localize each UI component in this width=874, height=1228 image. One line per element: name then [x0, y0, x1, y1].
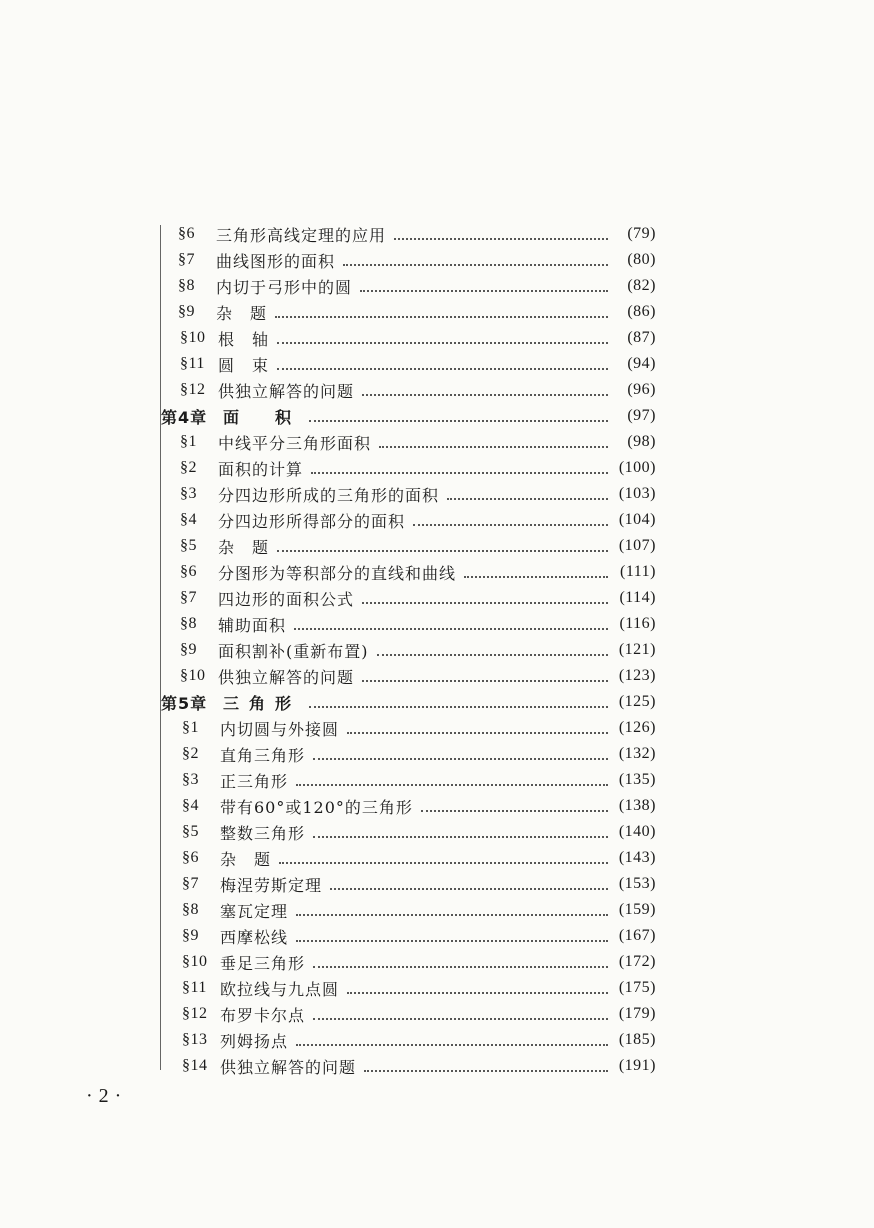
dot-leader — [313, 757, 608, 760]
section-title: 面积割补(重新布置) — [218, 641, 369, 661]
page-reference: (185) — [618, 1031, 656, 1048]
page-reference: (126) — [618, 719, 656, 736]
toc-section-row — [182, 871, 656, 897]
toc-section-row — [180, 637, 656, 663]
section-number: §9 — [180, 641, 197, 658]
toc-section-row — [180, 663, 656, 689]
dot-leader — [277, 549, 608, 552]
section-title: 曲线图形的面积 — [216, 251, 336, 271]
dot-leader — [413, 523, 608, 526]
toc-section-row — [182, 949, 656, 975]
toc-section-row — [182, 1027, 656, 1053]
toc-section-row — [178, 299, 656, 325]
section-number: §12 — [182, 1005, 208, 1022]
toc-chapter-row — [161, 403, 656, 429]
section-number: §8 — [180, 615, 197, 632]
section-number: §11 — [180, 355, 205, 372]
page-reference: (96) — [627, 381, 656, 398]
toc-section-row — [180, 325, 656, 351]
chapter-title: 面 积 — [223, 407, 302, 427]
dot-leader — [296, 913, 608, 916]
section-title: 内切于弓形中的圆 — [216, 277, 353, 297]
dot-leader — [296, 1043, 608, 1046]
page-reference: (114) — [619, 589, 656, 606]
page-reference: (94) — [627, 355, 656, 372]
page-reference: (153) — [618, 875, 656, 892]
section-title: 供独立解答的问题 — [218, 667, 355, 687]
section-number: §3 — [182, 771, 199, 788]
toc-section-row — [182, 923, 656, 949]
section-title: 正三角形 — [220, 771, 289, 791]
section-title: 分四边形所得部分的面积 — [218, 511, 406, 531]
section-title: 杂 题 — [218, 537, 270, 557]
section-title: 整数三角形 — [220, 823, 306, 843]
section-number: §1 — [180, 433, 197, 450]
section-number: §6 — [180, 563, 197, 580]
page-reference: (167) — [618, 927, 656, 944]
toc-section-row — [182, 741, 656, 767]
page-reference: (79) — [627, 225, 656, 242]
chapter-number: 第5章 — [161, 693, 208, 713]
toc-section-row — [182, 897, 656, 923]
toc-section-row — [178, 247, 656, 273]
page-reference: (175) — [618, 979, 656, 996]
page-reference: (80) — [627, 251, 656, 268]
dot-leader — [362, 679, 608, 682]
section-number: §6 — [182, 849, 199, 866]
toc-section-row — [182, 1053, 656, 1079]
page-reference: (100) — [618, 459, 656, 476]
page-reference: (140) — [618, 823, 656, 840]
page-reference: (143) — [618, 849, 656, 866]
toc-section-row — [180, 585, 656, 611]
toc-section-row — [180, 507, 656, 533]
dot-leader — [379, 445, 608, 448]
section-number: §4 — [180, 511, 197, 528]
dot-leader — [347, 991, 608, 994]
section-number: §8 — [178, 277, 195, 294]
section-number: §3 — [180, 485, 197, 502]
dot-leader — [347, 731, 608, 734]
section-number: §5 — [180, 537, 197, 554]
section-title: 辅助面积 — [218, 615, 287, 635]
toc-section-row — [178, 221, 656, 247]
section-number: §13 — [182, 1031, 208, 1048]
dot-leader — [277, 341, 608, 344]
section-title: 三角形高线定理的应用 — [216, 225, 387, 245]
section-number: §14 — [182, 1057, 208, 1074]
dot-leader — [275, 315, 608, 318]
section-number: §10 — [182, 953, 208, 970]
page-reference: (121) — [618, 641, 656, 658]
section-title: 中线平分三角形面积 — [218, 433, 372, 453]
page-reference: (82) — [627, 277, 656, 294]
toc-chapter-row — [161, 689, 656, 715]
section-number: §12 — [180, 381, 206, 398]
dot-leader — [343, 263, 608, 266]
section-title: 内切圆与外接圆 — [220, 719, 340, 739]
toc-section-row — [182, 793, 656, 819]
toc-section-row — [180, 429, 656, 455]
section-number: §7 — [180, 589, 197, 606]
page-reference: (159) — [618, 901, 656, 918]
dot-leader — [330, 887, 608, 890]
section-title: 分四边形所成的三角形的面积 — [218, 485, 440, 505]
section-title: 供独立解答的问题 — [218, 381, 355, 401]
page-reference: (103) — [618, 485, 656, 502]
dot-leader — [313, 835, 608, 838]
section-number: §4 — [182, 797, 199, 814]
section-number: §2 — [182, 745, 199, 762]
toc-section-row — [180, 351, 656, 377]
section-title: 塞瓦定理 — [220, 901, 289, 921]
section-number: §9 — [178, 303, 195, 320]
section-title: 布罗卡尔点 — [220, 1005, 306, 1025]
section-title: 列姆扬点 — [220, 1031, 289, 1051]
section-title: 带有60°或120°的三角形 — [220, 797, 413, 817]
section-title: 杂 题 — [216, 303, 268, 323]
dot-leader — [309, 705, 608, 708]
toc-section-row — [182, 767, 656, 793]
section-number: §10 — [180, 667, 206, 684]
page-reference: (104) — [618, 511, 656, 528]
section-number: §9 — [182, 927, 199, 944]
page-reference: (138) — [618, 797, 656, 814]
page-reference: (97) — [627, 407, 656, 424]
toc-section-row — [182, 975, 656, 1001]
dot-leader — [364, 1069, 608, 1072]
page-reference: (116) — [619, 615, 656, 632]
section-title: 四边形的面积公式 — [218, 589, 355, 609]
section-title: 分图形为等积部分的直线和曲线 — [218, 563, 457, 583]
page-reference: (172) — [618, 953, 656, 970]
dot-leader — [464, 575, 608, 578]
toc-section-row — [182, 1001, 656, 1027]
toc-section-row — [180, 377, 656, 403]
section-title: 面积的计算 — [218, 459, 304, 479]
page-reference: (191) — [618, 1057, 656, 1074]
section-number: §7 — [178, 251, 195, 268]
section-title: 圆 束 — [218, 355, 270, 375]
dot-leader — [313, 1017, 608, 1020]
chapter-number: 第4章 — [161, 407, 208, 427]
section-title: 杂 题 — [220, 849, 272, 869]
dot-leader — [362, 601, 608, 604]
dot-leader — [394, 237, 608, 240]
section-number: §1 — [182, 719, 199, 736]
section-title: 供独立解答的问题 — [220, 1057, 357, 1077]
page-reference: (86) — [627, 303, 656, 320]
dot-leader — [296, 939, 608, 942]
section-number: §10 — [180, 329, 206, 346]
toc-section-row — [182, 715, 656, 741]
section-number: §6 — [178, 225, 195, 242]
section-title: 垂足三角形 — [220, 953, 306, 973]
page-reference: (107) — [618, 537, 656, 554]
dot-leader — [421, 809, 608, 812]
page-reference: (132) — [618, 745, 656, 762]
page-reference: (87) — [627, 329, 656, 346]
page-reference: (179) — [618, 1005, 656, 1022]
page-reference: (98) — [627, 433, 656, 450]
section-number: §5 — [182, 823, 199, 840]
dot-leader — [313, 965, 608, 968]
toc-section-row — [180, 455, 656, 481]
dot-leader — [311, 471, 608, 474]
toc-section-row — [178, 273, 656, 299]
section-title: 直角三角形 — [220, 745, 306, 765]
dot-leader — [447, 497, 608, 500]
dot-leader — [362, 393, 608, 396]
dot-leader — [294, 627, 608, 630]
dot-leader — [279, 861, 608, 864]
toc-section-row — [180, 533, 656, 559]
section-title: 根 轴 — [218, 329, 270, 349]
toc-section-row — [182, 845, 656, 871]
page-reference: (125) — [618, 693, 656, 710]
dot-leader — [360, 289, 608, 292]
toc-section-row — [180, 559, 656, 585]
dot-leader — [309, 419, 608, 422]
dot-leader — [377, 653, 609, 656]
dot-leader — [296, 783, 608, 786]
section-number: §7 — [182, 875, 199, 892]
margin-rule — [160, 225, 161, 1070]
page-reference: (111) — [620, 563, 656, 580]
dot-leader — [277, 367, 608, 370]
page-number: ·2· — [86, 1085, 128, 1107]
section-number: §8 — [182, 901, 199, 918]
section-title: 梅涅劳斯定理 — [220, 875, 323, 895]
chapter-title: 三角形 — [223, 693, 302, 713]
section-number: §11 — [182, 979, 207, 996]
toc-section-row — [180, 611, 656, 637]
page-reference: (135) — [618, 771, 656, 788]
page-reference: (123) — [618, 667, 656, 684]
section-title: 欧拉线与九点圆 — [220, 979, 340, 999]
section-title: 西摩松线 — [220, 927, 289, 947]
section-number: §2 — [180, 459, 197, 476]
toc-section-row — [180, 481, 656, 507]
toc-section-row — [182, 819, 656, 845]
